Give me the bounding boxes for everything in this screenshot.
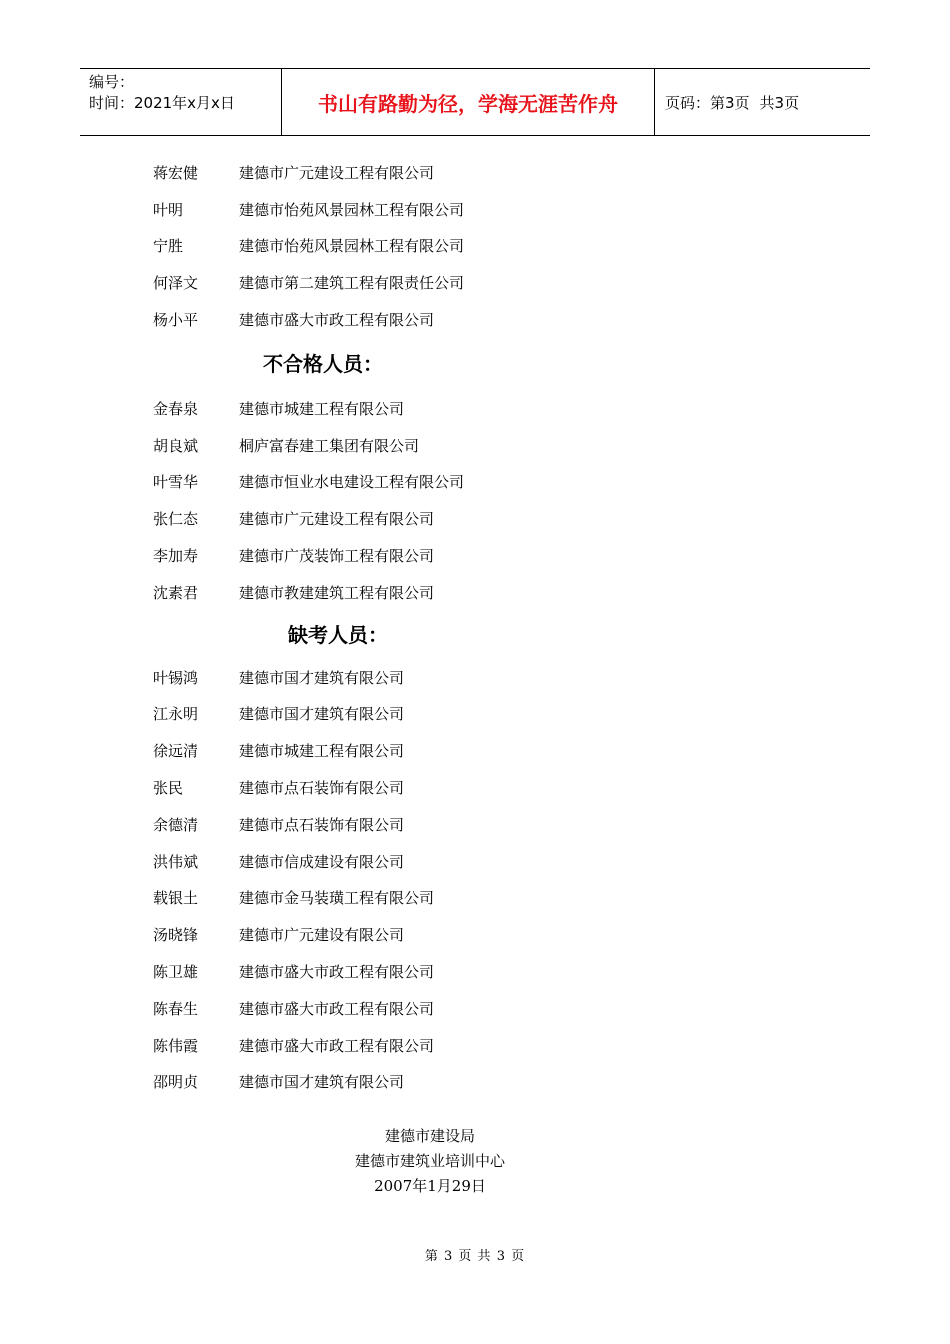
- company-name: 建德市点石装饰有限公司: [239, 815, 405, 834]
- company-name: 建德市广茂装饰工程有限公司: [239, 547, 435, 566]
- company-name: 建德市怡苑风景园林工程有限公司: [239, 200, 465, 219]
- header-meta: [80, 69, 282, 135]
- person-name: 沈素君: [153, 583, 199, 602]
- total-label: 共3页: [759, 93, 800, 112]
- signature-org1: 建德市建设局: [384, 1127, 475, 1145]
- list-item: [153, 953, 853, 990]
- person-name: 徐远清: [153, 742, 199, 761]
- person-name: 宁胜: [153, 237, 184, 256]
- list-item: [153, 916, 853, 953]
- absent-list: [153, 659, 853, 1101]
- absent-section-title: 缺考人员：: [288, 622, 388, 647]
- person-name: 张仁态: [153, 510, 199, 529]
- person-name: 载银土: [153, 889, 199, 908]
- company-name: 建德市广元建设工程有限公司: [239, 163, 435, 182]
- document-body: [153, 154, 853, 1100]
- person-name: 陈春生: [153, 999, 199, 1018]
- passed-list: [153, 154, 853, 338]
- person-name: 胡良斌: [153, 436, 199, 455]
- person-name: 杨小平: [153, 311, 199, 330]
- list-item: [153, 191, 853, 228]
- company-name: 建德市国才建筑有限公司: [239, 668, 405, 687]
- list-item: [153, 154, 853, 191]
- failed-list: [153, 390, 853, 611]
- company-name: 建德市盛大市政工程有限公司: [239, 1036, 435, 1055]
- header-page-info: [655, 69, 870, 135]
- list-item: [153, 880, 853, 917]
- list-item: [153, 500, 853, 537]
- person-name: 邵明贞: [153, 1073, 199, 1092]
- person-name: 叶雪华: [153, 473, 199, 492]
- person-name: 蒋宏健: [153, 163, 199, 182]
- list-item: [153, 228, 853, 265]
- company-name: 建德市国才建筑有限公司: [239, 1073, 405, 1092]
- list-item: [153, 427, 853, 464]
- person-name: 金春泉: [153, 399, 199, 418]
- list-item: [153, 806, 853, 843]
- list-item: [153, 1064, 853, 1101]
- company-name: 建德市恒业水电建设工程有限公司: [239, 473, 465, 492]
- signature-org2: 建德市建筑业培训中心: [354, 1152, 505, 1170]
- person-name: 汤晓锋: [153, 926, 199, 945]
- list-item: [153, 659, 853, 696]
- company-name: 建德市盛大市政工程有限公司: [239, 963, 435, 982]
- company-name: 建德市城建工程有限公司: [239, 399, 405, 418]
- company-name: 建德市盛大市政工程有限公司: [239, 999, 435, 1018]
- list-item: [153, 843, 853, 880]
- company-name: 建德市盛大市政工程有限公司: [239, 311, 435, 330]
- company-name: 建德市广元建设有限公司: [239, 926, 405, 945]
- company-name: 建德市信成建设有限公司: [239, 852, 405, 871]
- header-motto: 书山有路勤为径，学海无涯苦作舟: [282, 69, 655, 135]
- failed-section-title: 不合格人员：: [263, 351, 383, 376]
- list-item: [153, 264, 853, 301]
- company-name: 桐庐富春建工集团有限公司: [239, 436, 420, 455]
- person-name: 叶明: [153, 200, 184, 219]
- page-label: 页码：第3页: [665, 93, 750, 112]
- list-item: [153, 769, 853, 806]
- company-name: 建德市广元建设工程有限公司: [239, 510, 435, 529]
- company-name: 建德市教建建筑工程有限公司: [239, 583, 435, 602]
- page-header: [80, 68, 870, 136]
- list-item: [153, 990, 853, 1027]
- company-name: 建德市金马装璜工程有限公司: [239, 889, 435, 908]
- person-name: 李加寿: [153, 547, 199, 566]
- company-name: 建德市城建工程有限公司: [239, 742, 405, 761]
- person-name: 江永明: [153, 705, 199, 724]
- company-name: 建德市点石装饰有限公司: [239, 779, 405, 798]
- person-name: 洪伟斌: [153, 852, 199, 871]
- list-item: [153, 696, 853, 733]
- list-item: [153, 537, 853, 574]
- number-label: 编号：: [89, 73, 135, 91]
- list-item: [153, 301, 853, 338]
- person-name: 何泽文: [153, 274, 199, 293]
- page-footer: 第 3 页 共 3 页: [424, 1249, 526, 1264]
- company-name: 建德市国才建筑有限公司: [239, 705, 405, 724]
- person-name: 叶锡鸿: [153, 668, 199, 687]
- company-name: 建德市第二建筑工程有限责任公司: [239, 274, 465, 293]
- signature-block: [330, 1124, 530, 1199]
- signature-date: 2007年1月29日: [374, 1177, 486, 1195]
- list-item: [153, 464, 853, 501]
- list-item: [153, 732, 853, 769]
- list-item: [153, 574, 853, 611]
- time-label: 时间：2021年x月x日: [89, 94, 235, 112]
- person-name: 张民: [153, 779, 184, 798]
- person-name: 陈伟霞: [153, 1036, 199, 1055]
- company-name: 建德市怡苑风景园林工程有限公司: [239, 237, 465, 256]
- person-name: 陈卫雄: [153, 963, 199, 982]
- person-name: 余德清: [153, 815, 199, 834]
- list-item: [153, 390, 853, 427]
- list-item: [153, 1027, 853, 1064]
